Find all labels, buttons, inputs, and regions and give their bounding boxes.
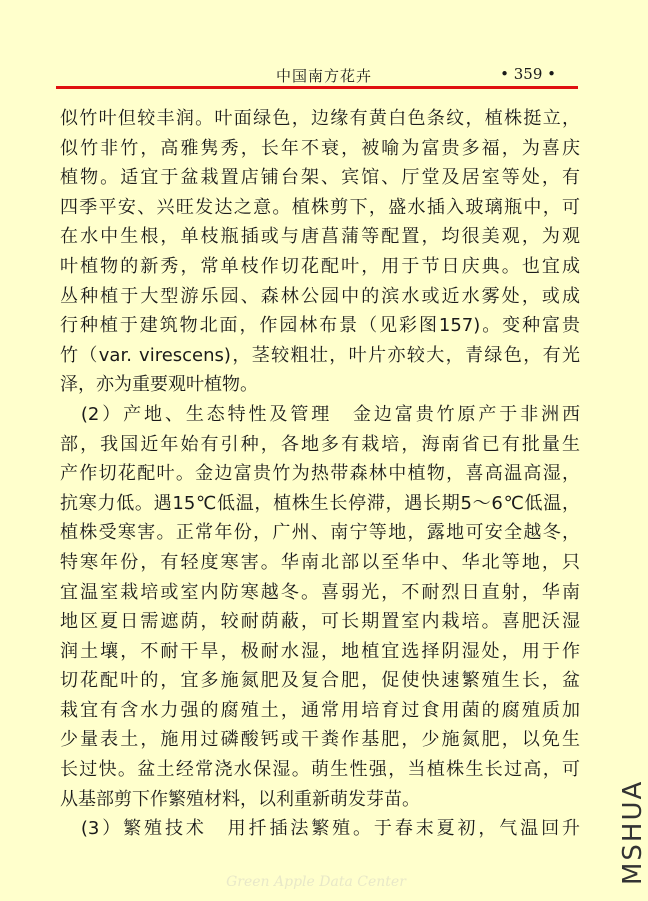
text-line: 似竹非竹，高雅隽秀，长年不衰，被喻为富贵多福，为喜庆 [60,137,580,159]
page-number: • 359 • [500,65,556,83]
footer-watermark: Green Apple Data Center [226,874,406,890]
text-line: 植株受寒害。正常年份，广州、南宁等地，露地可安全越冬， [60,522,580,544]
text-line: 似竹叶但较丰润。叶面绿色，边缘有黄白色条纹，植株挺立， [60,108,580,129]
text-line: 泽，亦为重要观叶植物。 [60,374,258,396]
text-line: 从基部剪下作繁殖材料，以利重新萌发芽苗。 [60,788,420,810]
text-line: 在水中生根，单枝瓶插或与唐菖蒲等配置，均很美观，为观 [60,226,580,248]
text-line: 地区夏日需遮荫，较耐荫蔽，可长期置室内栽培。喜肥沃湿 [60,611,580,633]
text-line: 长过快。盆土经常浇水保湿。萌生性强，当植株生长过高，可 [60,759,580,781]
text-line: 竹（var. virescens)，茎较粗壮，叶片亦较大，青绿色，有光 [60,344,580,366]
text-line: 润土壤，不耐干旱，极耐水湿，地植宜选择阴湿处，用于作 [60,640,580,662]
text-line: 叶植物的新秀，常单枝作切花配叶，用于节日庆典。也宜成 [60,255,580,277]
text-line: 切花配叶的，宜多施氮肥及复合肥，促使快速繁殖生长，盆 [60,670,580,692]
body-text [60,104,580,844]
text-line: 抗寒力低。遇15℃低温，植株生长停滞，遇长期5～6℃低温， [60,492,580,514]
text-line: 栽宜有含水力强的腐殖土，通常用培育过食用菌的腐殖质加 [60,699,580,721]
section-heading-line: (3）繁殖技术 用扦插法繁殖。于春末夏初，气温回升 [60,818,580,840]
side-watermark-text: MSHUA [618,779,648,885]
text-line: 丛种植于大型游乐园、森林公园中的滨水或近水雾处，或成 [60,285,580,307]
text-line: 植物。适宜于盆栽置店铺台架、宾馆、厅堂及居室等处，有 [60,167,580,189]
text-line: 特寒年份，有轻度寒害。华南北部以至华中、华北等地，只 [60,551,580,573]
text-line: 四季平安、兴旺发达之意。植株剪下，盛水插入玻璃瓶中，可 [60,196,580,218]
text-line: 产作切花配叶。金边富贵竹为热带森林中植物，喜高温高湿， [60,463,580,485]
text-line: 行种植于建筑物北面，作园林布景（见彩图157)。变种富贵 [60,315,580,337]
text-line: 少量表土，施用过磷酸钙或干粪作基肥，少施氮肥，以免生 [60,729,580,751]
running-header [56,62,578,88]
header-rule [56,86,578,89]
section-heading-line: (2）产地、生态特性及管理 金边富贵竹原产于非洲西 [60,403,580,425]
side-watermark [588,779,648,890]
running-header-title: 中国南方花卉 [276,67,373,85]
text-line: 部，我国近年始有引种，各地多有栽培，海南省已有批量生 [60,433,580,455]
text-line: 宜温室栽培或室内防寒越冬。喜弱光，不耐烈日直射，华南 [60,581,580,603]
